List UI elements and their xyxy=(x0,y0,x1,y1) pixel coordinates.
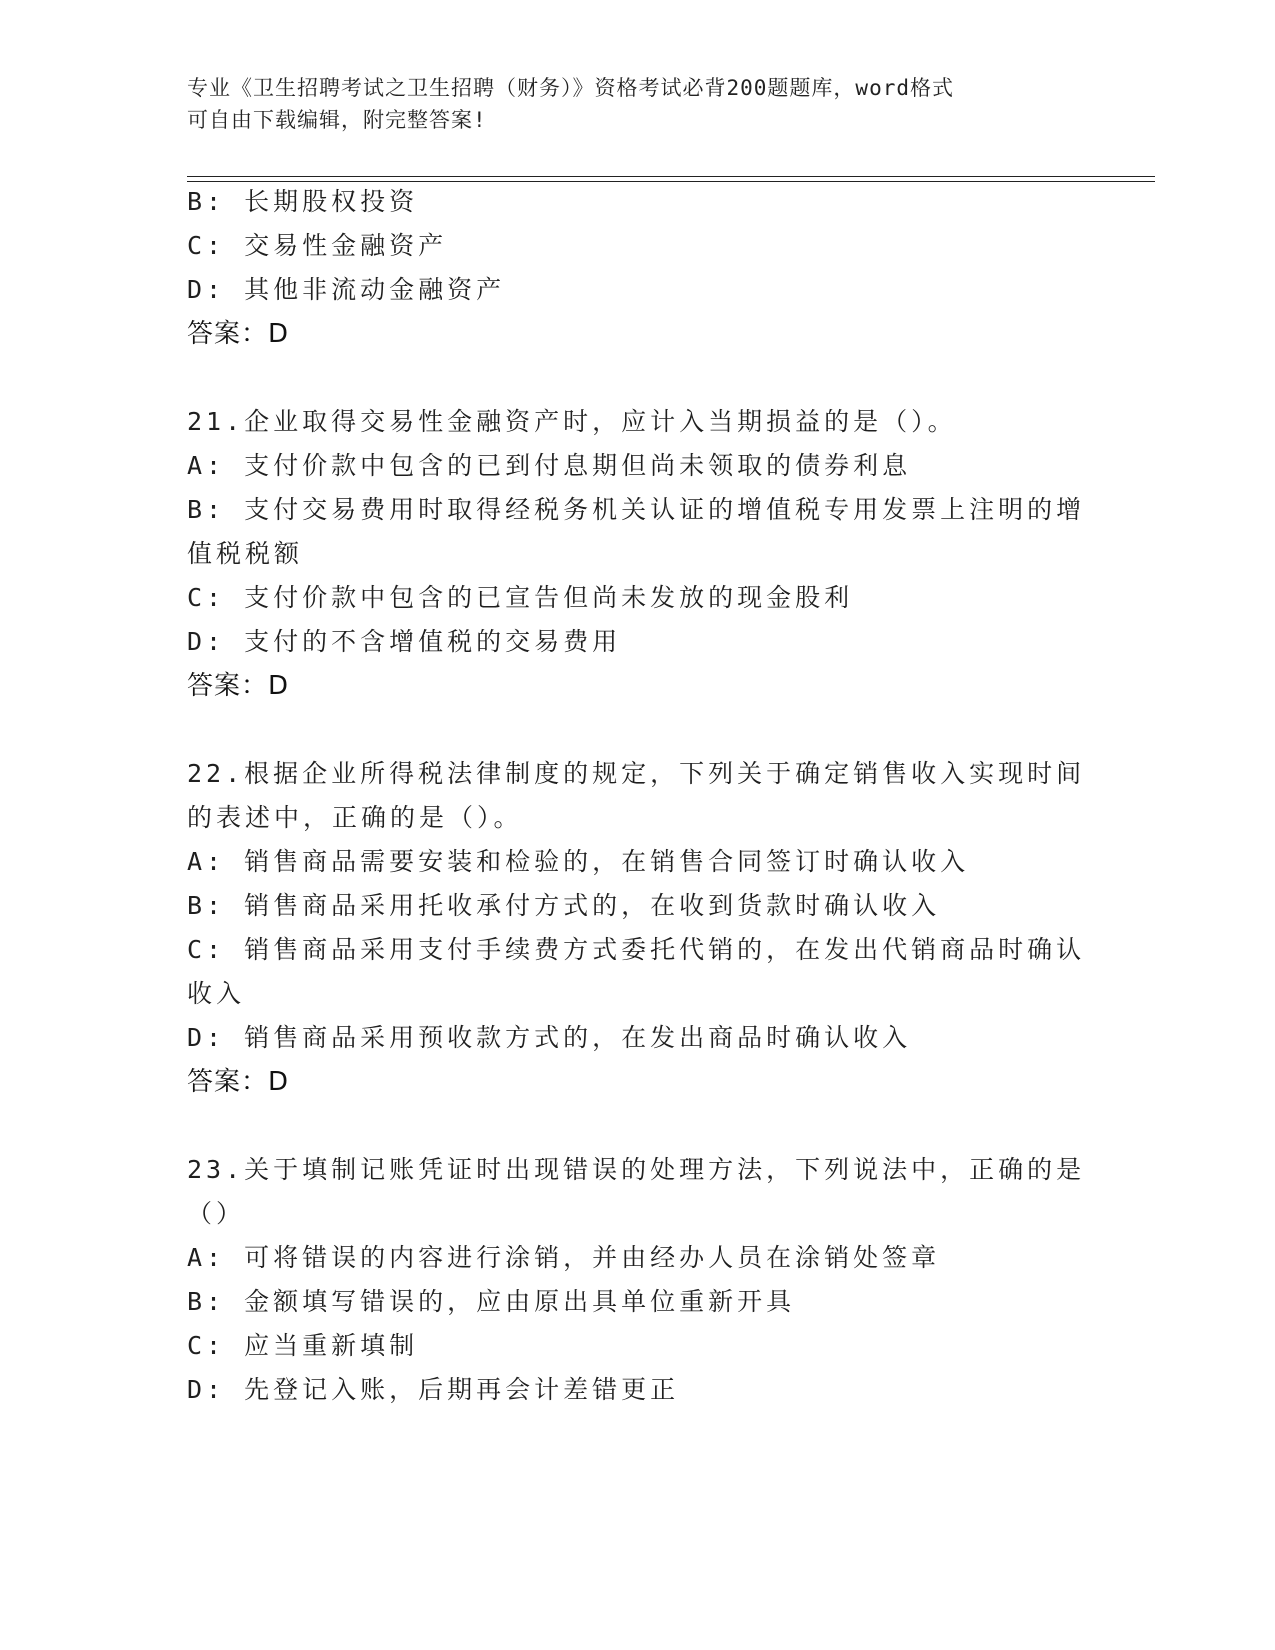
header-title-line-1: 专业《卫生招聘考试之卫生招聘（财务）》资格考试必背200题题库，word格式 xyxy=(187,76,954,100)
q21-answer: 答案：D xyxy=(187,671,290,701)
q21-option-d: D: 支付的不含增值税的交易费用 xyxy=(187,627,622,656)
q22-option-d: D: 销售商品采用预收款方式的，在发出商品时确认收入 xyxy=(187,1023,912,1052)
q22-answer: 答案：D xyxy=(187,1067,290,1097)
q21-option-b-line-2: 值税税额 xyxy=(187,539,304,568)
q22-stem-line-1: 22.根据企业所得税法律制度的规定，下列关于确定销售收入实现时间 xyxy=(187,759,1086,788)
q21-stem: 21.企业取得交易性金融资产时，应计入当期损益的是（）。 xyxy=(187,407,957,436)
header-title-line-2: 可自由下载编辑，附完整答案! xyxy=(187,108,487,132)
header-divider-bottom xyxy=(187,181,1155,182)
prev-option-b: B: 长期股权投资 xyxy=(187,187,419,216)
header-divider-top xyxy=(187,176,1155,177)
q23-stem-line-1: 23.关于填制记账凭证时出现错误的处理方法，下列说法中，正确的是 xyxy=(187,1155,1086,1184)
q22-option-b: B: 销售商品采用托收承付方式的，在收到货款时确认收入 xyxy=(187,891,941,920)
q23-option-a: A: 可将错误的内容进行涂销，并由经办人员在涂销处签章 xyxy=(187,1243,941,1272)
q23-stem-line-2: （） xyxy=(187,1199,246,1228)
q22-option-a: A: 销售商品需要安装和检验的，在销售合同签订时确认收入 xyxy=(187,847,970,876)
q22-stem-line-2: 的表述中，正确的是（）。 xyxy=(187,803,523,832)
q22-option-c-line-2: 收入 xyxy=(187,979,246,1008)
q21-option-a: A: 支付价款中包含的已到付息期但尚未领取的债券利息 xyxy=(187,451,912,480)
prev-answer: 答案：D xyxy=(187,319,290,349)
q23-option-b: B: 金额填写错误的，应由原出具单位重新开具 xyxy=(187,1287,796,1316)
q21-option-b-line-1: B: 支付交易费用时取得经税务机关认证的增值税专用发票上注明的增 xyxy=(187,495,1086,524)
prev-option-d: D: 其他非流动金融资产 xyxy=(187,275,506,304)
document-header xyxy=(187,72,1087,136)
q23-option-d: D: 先登记入账，后期再会计差错更正 xyxy=(187,1375,680,1404)
q21-option-c: C: 支付价款中包含的已宣告但尚未发放的现金股利 xyxy=(187,583,854,612)
q22-option-c-line-1: C: 销售商品采用支付手续费方式委托代销的，在发出代销商品时确认 xyxy=(187,935,1086,964)
prev-option-c: C: 交易性金融资产 xyxy=(187,231,448,260)
q23-option-c: C: 应当重新填制 xyxy=(187,1331,419,1360)
